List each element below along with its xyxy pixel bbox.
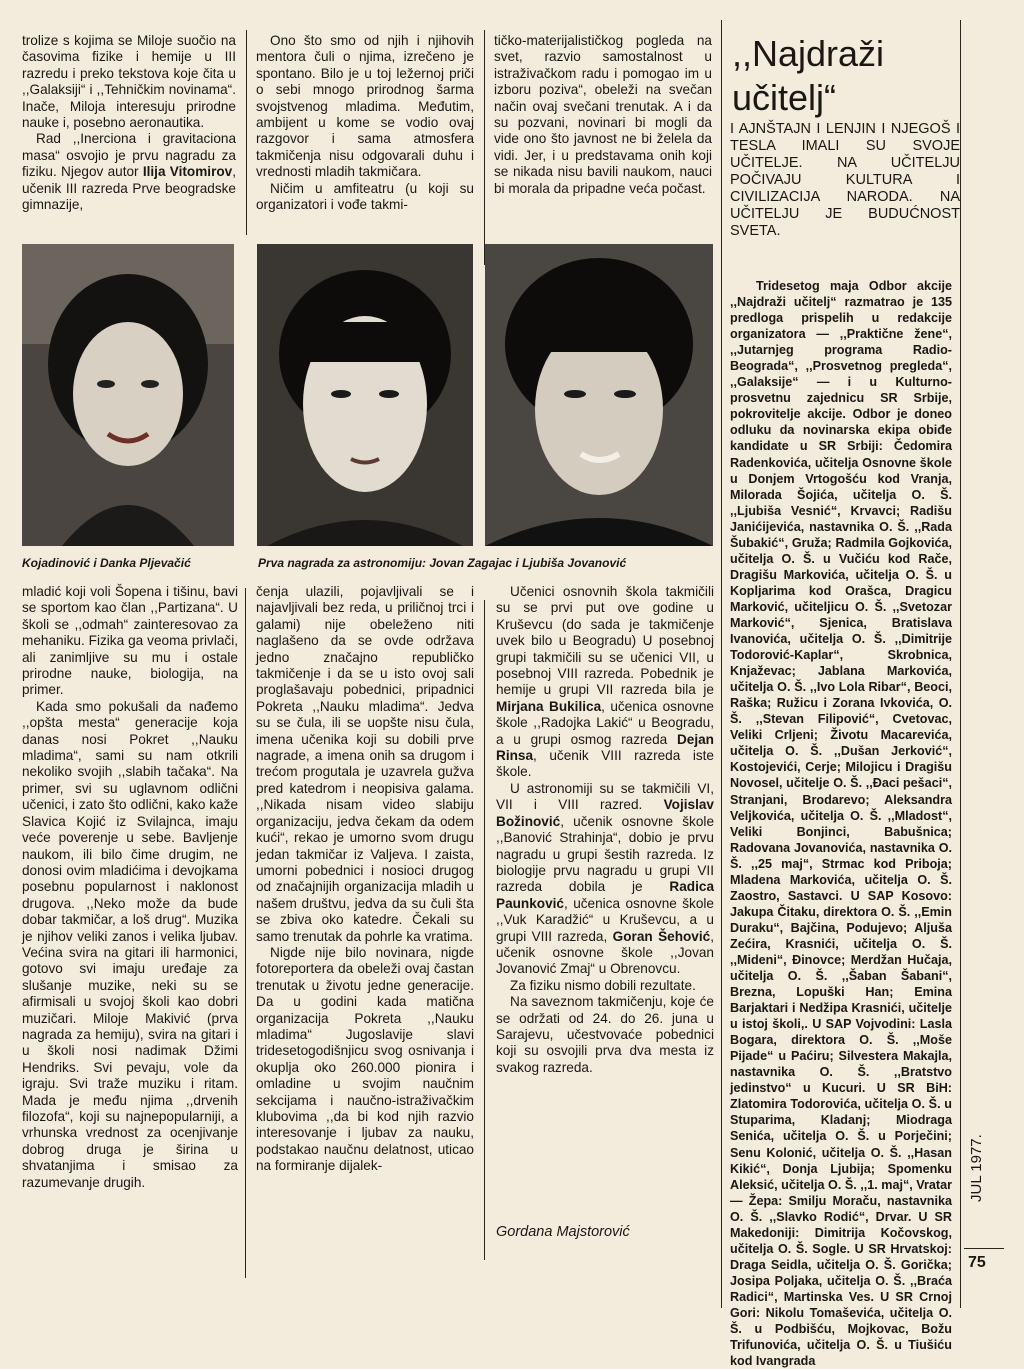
sidebar-text <box>730 278 952 1369</box>
caption-right: Prva nagrada za astronomiju: Jovan Zagajac i Ljubiša Jovanović <box>258 556 627 570</box>
bottom-column-3 <box>496 584 714 1076</box>
top-column-1 <box>22 33 236 213</box>
bottom-col3-paragraph-1: Učenici osnovnih škola takmičili su se prvi put ove godine u Kruševcu (do sada je takmičenje uvek bilo u Beogradu) U posebnoj grupi takmičili su se učenici VII, u posebnoj VIII razreda. Pobednik je hemije u grupi VII razreda bila je Mirjana Bukilica, učenica osnovne škole ,,Radojka Lakić“ u Beogradu, a u grupi osmog razreda Dejan Rinsa, učenik VIII razreda iste škole. <box>496 584 714 780</box>
photo-boy-left <box>257 244 473 546</box>
bottom-col3-paragraph-3: Za fiziku nismo dobili rezultate. <box>510 977 696 993</box>
article-subhead: I AJNŠTAJN I LENJIN I NJEGOŠ I TESLA IMALI SU SVOJE UČITELJE. NA UČITELJU POČIVAJU KULTURA I CIVILIZACIJA NARODA. NA UČITELJU JE BUDUĆNOST SVETA. <box>730 121 960 239</box>
sidebar-paragraph: Tridesetog maja Odbor akcije ,,Najdraži učitelj“ razmatrao je 135 predloga prispelih u redakcije organizatora — ,,Praktične žene“, ,,Jutarnjeg programa Radio-Beograda“, ,,Prosvetnog pregleda“, ,,Galaksije“ — i u Kulturno-prosvetnu zajednicu SR Srbije, pokrovitelje akcije. Odbor je doneo odluku da novinarska ekipa obiđe kandidate u SR Srbiji: Čedomira Radenkovića, učitelja Osnovne škole u Donjem Vrtogošću kod Vranja, Milorada Šojića, učitelja O. Š. ,,Ljubiša Vesnić“, Krvavci; Radišu Janićijevića, nastavnika O. Š. ,,Rada Šubakić“, Gruža; Radmila Gojkovića, učitelja O. Š. u Vučiću kod Rače, Dragišu Markovića, učitelja O. Š. u Kopljarima kod Orašca, Dragicu Marković, učiteljicu O. Š. ,,Svetozar Marković“, Sjenica, Bratislava Ivanovića, učitelja O. Š. ,,Dimitrije Todorović-Kaplar“, Skrobnica, Knjaževac; Jablana Markovića, učitelja O. Š. ,,Ivo Lola Ribar“, Beoci, Raška; Ružicu i Zorana Ivkovića, O. Š. ,,Stevan Filipović“, Cvetovac, Veliki Crljeni; Životu Macarevića, učitelja O. Š. ,,Dušan Jerković“, Kostojevići, Cerje; Milojicu i Dragišu Novosel, učitelje O. Š. ,,Đaci pešaci“, Stranjani, Brodarevo; Aleksandra Veljkovića, učitelja O. Š. ,,Mladost“, Veliki Bonjinci, Babušnica; Radovana Jovanovića, nastavnika O. Š. ,,25 maj“, Strmac kod Priboja; Mladena Markovića, učitelja O. Š. Zaostro, Sastavci. U SAP Kosovo: Jakupa Čitaku, direktora O. Š. ,,Emin Duraku“, Bajčina, Podujevo; Aljuša Zećira, Krasnići, učitelja O. Š. ,,Mideni“, Đinovce; Merdžan Hučaja, učitelja O. Š. ,,Šaban Šabani“, Brezna, Lopuški Han; Emina Barjaktari i Nedžipa Krasnići, učitelje u istoj školi,. U SAP Vojvodini: Lasla Bogara, direktora O. Š. ,,Moše Pijade“ u Paćiru; Silvestera Makajla, nastavnika O. Š. ,,Bratstvo jedinstvo“ u Kucuri. U SR BiH: Zlatomira Todorovića, učitelja O. Š. u Stuparima, Kladanj; Miodraga Senića, učitelja O. Š. u Porječini; Senu Kolonić, učitelja O. Š. ,,Hasan Kikić“, Donja Ljubija; Spomenku Aleksić, učitelja O. Š. ,,1. maj“, Vratar — Žepa: Smilju Moraču, nastavnika O. Š. ,,Slavko Rodić“, Drvar. U SR Makedoniji: Dimitrija Kočovskog, učitelja O. Š. Sogle. U SR Hrvatskoj: Draga Seidla, učitelja O. Š. Gorička; Josipa Poljaka, učitelja O. Š. ,,Braća Radici“, Martinska Ves. U SR Crnoj Gori: Nikolu Tomaševića, učitelja O. Š. u Podbišću, Mojkovac, Božu Trifunovića, učitelja O. Š. u Tiušiću kod Ivangrada <box>730 279 952 1369</box>
article-title <box>732 32 932 120</box>
bottom-column-1 <box>22 584 238 1191</box>
top-column-2 <box>256 33 474 213</box>
bottom-col1-paragraph-1: mladić koji voli Šopena i tišinu, bavi se sportom kao član ,,Partizana“. U školi se ,,odmah“ zainteresovao za mehaniku. Fizika ga veoma privlači, ali zanimljive su mu i ostale prirodne nauke, biologija, na primer. <box>22 584 238 698</box>
bottom-col3-paragraph-2: U astronomiji su se takmičili VI, VII i VIII razred. Vojislav Božinović, učenik osnovne škole ,,Banović Strahinja“, dobio je prvu nagradu u grupi šestih razreda. Iz biologije prvu nagradu u grupi VII razreda dobila je Radica Paunković, učenica osnovne škole ,,Vuk Karadžić“ u Kruševcu, a u grupi VIII razreda, Goran Šehović, učenik osnovne škole ,,Jovan Jovanović Zmaj“ u Obrenovcu. <box>496 780 714 977</box>
rule-right <box>960 20 961 1308</box>
issue-date: JUL 1977. <box>968 1134 985 1202</box>
footer-rule <box>964 1248 1004 1249</box>
top-col2-paragraph: Ono što smo od njih i njihovih mentora čuli o njima, izrečeno je spontano. Bilo je u toj ležernoj priči o sebi mnogo prirodnog šarma svojstvenog mladima. Međutim, ambijent u kome se vodio ovaj razgovor i sama atmosfera takmičenja nisu odgovarali duhu i vrednosti mladih takmičara. <box>256 33 474 180</box>
page-number: 75 <box>968 1254 986 1271</box>
top-col3-paragraph: tičko-materijalističkog pogleda na svet, razvio samostalnost u istraživačkom radu i pomogao im u izboru poziva“, obeleži na svečan način ovaj svečani trenutak. A i da su pozvani, novinari bi mogli da vide ono što javnost ne bi želela da vidi. Jer, i u predstavama onih koji se nikada nisu bavili naukom, nauci bi morala da pripadne veća počast. <box>494 33 712 196</box>
top-col1-paragraph-2: Rad ,,Inerciona i gravitaciona masa“ osvojio je prvu nagradu za fiziku. Njegov autor Ilija Vitomirov, učenik III razreda Prve beogradske gimnazije, <box>22 131 236 213</box>
rule-bottom-2 <box>484 600 485 1260</box>
title-line-1: ,,Najdraži <box>732 33 885 74</box>
caption-left: Kojadinović i Danka Pljevačić <box>22 556 191 570</box>
top-col1-paragraph: trolize s kojima se Miloje suočio na časovima fizike i hemije u III razredu i preko tekstova koje čita u ,,Galaksiji“ i ,,Tehničkim novinama“. Inače, Miloja interesuju prirodne nauke i, posebno aeronautika. <box>22 33 236 131</box>
bottom-col2-paragraph-2: Nigde nije bilo novinara, nigde fotoreportera da obeleži ovaj častan trenutak u životu jedne generacije. Da u godini kada matična organizacija Pokreta ,,Nauku mladima“ Jugoslavije slavi tridesetogodišnjicu svog osnivanja i okuplja oko 260.000 pionira i omladine u svojim naučnim sekcijama i naučno-istraživačkim klubovima ,,da bi kod njih razvio interesovanje i ljubav za nauku, podstakao naučnu delatnost, uticao na formiranje dijalek- <box>256 944 474 1174</box>
bottom-column-2 <box>256 584 474 1175</box>
rule-main <box>721 20 722 1308</box>
rule-top-2 <box>484 30 485 265</box>
bottom-col1-paragraph-2: Kada smo pokušali da nađemo ,,opšta mesta“ generacije koja danas nosi Pokret ,,Nauku mladima“, sami su nam otkrili nekoliko svojih ,,slabih tačaka“. Na primer, svi su uglavnom odlični učenici, i zato što odlični, kako kaže Slavica Kojić iz Svilajnca, imaju veće poverenje u sebe. Bavljenje naukom, ili bilo čime drugim, ne donosi ovim mladićima i devojkama posebnu popularnost i naklonost drugova. ,,Neko može da bude dobar takmičar, a loš drug“. Muzika je njihov veliki zanos i velika ljubav. Većina svira na gitari ili harmonici, gotovo svi imaju uređaje za slušanje muzike, neki su se afirmisali u svojoj školi kao dobri muzičari. Miloje Makivić (prva nagrada za hemiju), svira na gitari i u školi nosi nadimak Džimi Hendriks. Svi pevaju, vole da igraju. Svi traže muziku i ritam. Mada je među njima ,,drvenih filozofa“, koji su najnepopularniji, a vrhunska vrednost za ocenjivanje dobrog druga je širina u shvatanjima i smisao za razumevanje drugih. <box>22 698 238 1190</box>
author-signature: Gordana Majstorović <box>496 1224 630 1240</box>
title-line-2: učitelj“ <box>732 77 837 118</box>
photo-boy-right <box>485 244 713 546</box>
portrait-boy-right-graphic <box>485 244 713 546</box>
photo-girl <box>22 244 234 546</box>
top-column-3 <box>494 33 712 197</box>
rule-bottom-1 <box>245 588 246 1278</box>
portrait-girl-graphic <box>22 244 234 546</box>
bottom-col2-paragraph-1: čenja ulazili, pojavljivali se i najavljivali bez reda, u priličnoj trci i galami) nije obeleženo niti naglašeno da se ovde održava jedno značajno republičko takmičenje i da se u isto ovoj sali proglašavaju pobednici, pripadnici Pokreta ,,Nauku mladima“. Jedva su se čula, ili se uopšte nisu čula, imena učenika koji su dobili prve nagrade, a imena onih sa drugom i trećom progutala je uzavrela gužva pred katedrom i neopisiva galama. ,,Nikada nisam video slabiju organizaciju, jedva čekam da odem kući“, rekao je umorno svom drugu jedan takmičar iz Valjeva. I zaista, umorni pobednici i nosioci drugog od značajnijih organizacija mladih u našem društvu, jedva da su čuli šta se zbiva oko katedre. Čekali su samo trenutak da pohrle ka vratima. <box>256 584 474 944</box>
rule-top-1 <box>246 30 247 235</box>
portrait-boy-left-graphic <box>257 244 473 546</box>
top-col2-paragraph-2: Ničim u amfiteatru (u koji su organizatori i vođe takmi- <box>256 180 474 213</box>
bottom-col3-paragraph-4: Na saveznom takmičenju, koje će se održati od 24. do 26. juna u Sarajevu, učestvovaće pobednici koji su osvojili prva dva mesta iz svakog razreda. <box>496 994 714 1075</box>
